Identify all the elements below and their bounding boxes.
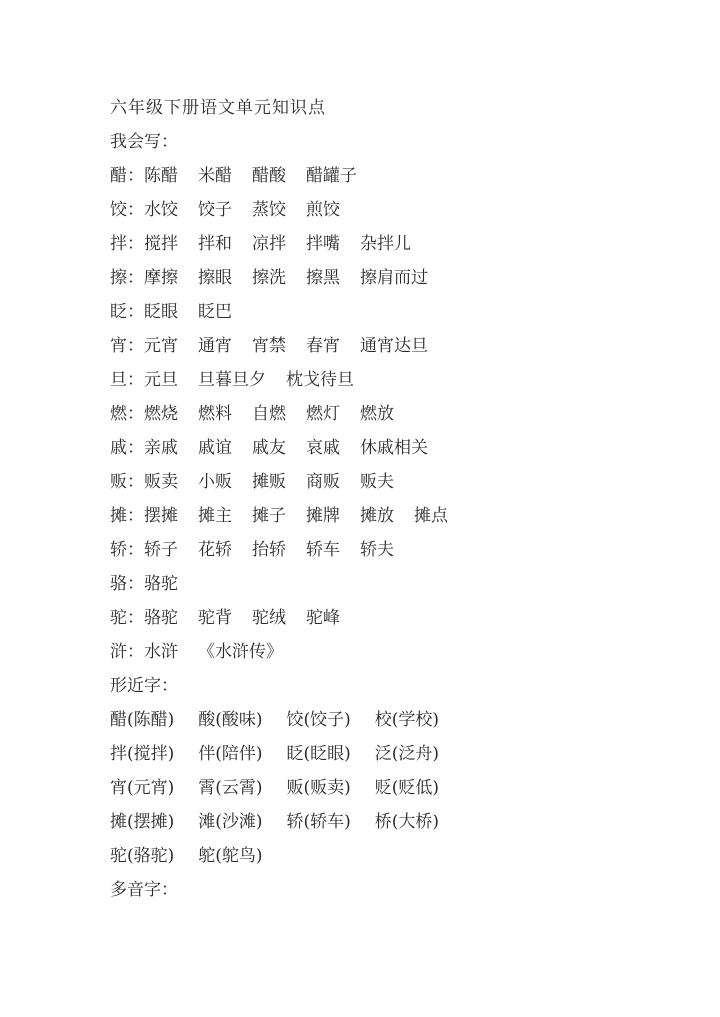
vocab-word: 醋酸 [252, 166, 286, 186]
vocab-row [110, 333, 670, 367]
vocab-word: 摊牌 [306, 506, 340, 526]
vocab-word: 摊点 [414, 506, 448, 526]
similar-item: 酸(酸味) [198, 710, 263, 730]
vocab-row [110, 605, 670, 639]
vocab-word: 驼峰 [306, 608, 340, 628]
vocab-word: 眨巴 [198, 302, 232, 322]
vocab-words [144, 163, 357, 189]
vocab-word: 骆驼 [144, 574, 178, 594]
similar-item: 轿(轿车) [286, 812, 351, 832]
similar-row [110, 775, 670, 809]
vocab-word: 拌嘴 [306, 234, 340, 254]
vocab-word: 贩卖 [144, 472, 178, 492]
vocab-word: 水浒 [144, 642, 178, 662]
vocab-word: 燃灯 [306, 404, 340, 424]
vocab-character: 宵： [110, 336, 144, 356]
vocab-word: 枕戈待旦 [286, 370, 354, 390]
vocabulary-list [110, 163, 670, 673]
vocab-character: 旦： [110, 370, 144, 390]
vocab-word: 擦眼 [198, 268, 232, 288]
similar-row [110, 707, 670, 741]
vocab-words [144, 401, 394, 427]
vocab-character: 骆： [110, 574, 144, 594]
vocab-word: 杂拌儿 [360, 234, 411, 254]
vocab-word: 戚友 [252, 438, 286, 458]
vocab-word: 贩夫 [360, 472, 394, 492]
vocab-word: 蒸饺 [252, 200, 286, 220]
similar-item: 泛(泛舟) [374, 744, 440, 764]
vocab-word: 休戚相关 [360, 438, 428, 458]
vocab-character: 轿： [110, 540, 144, 560]
vocab-character: 饺： [110, 200, 144, 220]
vocab-character: 眨： [110, 302, 144, 322]
vocab-word: 驼背 [198, 608, 232, 628]
vocab-character: 驼： [110, 608, 144, 628]
vocab-word: 摩擦 [144, 268, 178, 288]
vocab-row [110, 503, 670, 537]
vocab-words [144, 571, 178, 597]
similar-item: 滩(沙滩) [198, 812, 263, 832]
vocab-words [144, 197, 340, 223]
vocab-words [144, 503, 448, 529]
vocab-word: 饺子 [198, 200, 232, 220]
vocab-character: 摊： [110, 506, 144, 526]
vocab-character: 拌： [110, 234, 144, 254]
vocab-word: 宵禁 [252, 336, 286, 356]
vocab-character: 贩： [110, 472, 144, 492]
vocab-word: 搅拌 [144, 234, 178, 254]
vocab-row [110, 537, 670, 571]
vocab-row [110, 197, 670, 231]
document-page [110, 95, 670, 911]
vocab-word: 拌和 [198, 234, 232, 254]
vocab-word: 眨眼 [144, 302, 178, 322]
vocab-word: 商贩 [306, 472, 340, 492]
similar-item: 醋(陈醋) [110, 710, 175, 730]
vocab-word: 陈醋 [144, 166, 178, 186]
vocab-word: 轿子 [144, 540, 178, 560]
vocab-word: 摆摊 [144, 506, 178, 526]
similar-item: 校(学校) [374, 710, 440, 730]
vocab-word: 轿夫 [360, 540, 394, 560]
similar-item: 拌(搅拌) [110, 744, 175, 764]
similar-row [110, 843, 670, 877]
vocab-word: 小贩 [198, 472, 232, 492]
vocab-word: 旦暮旦夕 [198, 370, 266, 390]
vocab-word: 米醋 [198, 166, 232, 186]
vocab-words [144, 537, 394, 563]
vocab-character: 醋： [110, 166, 144, 186]
similar-item: 眨(眨眼) [286, 744, 351, 764]
vocab-row [110, 367, 670, 401]
similar-characters-list [110, 707, 670, 877]
vocab-word: 醋罐子 [306, 166, 357, 186]
vocab-word: 骆驼 [144, 608, 178, 628]
similar-row [110, 741, 670, 775]
vocab-words [144, 367, 354, 393]
similar-item: 贬(贬低) [374, 778, 440, 798]
vocab-words [144, 333, 428, 359]
similar-item: 霄(云霄) [198, 778, 263, 798]
vocab-character: 戚： [110, 438, 144, 458]
section-heading-write: 我会写： [110, 132, 178, 152]
vocab-words [144, 231, 411, 257]
vocab-row [110, 265, 670, 299]
similar-item: 桥(大桥) [374, 812, 440, 832]
vocab-word: 燃料 [198, 404, 232, 424]
vocab-character: 燃： [110, 404, 144, 424]
vocab-word: 煎饺 [306, 200, 340, 220]
vocab-word: 亲戚 [144, 438, 178, 458]
vocab-words [144, 605, 340, 631]
similar-item: 宵(元宵) [110, 778, 175, 798]
vocab-word: 花轿 [198, 540, 232, 560]
vocab-word: 戚谊 [198, 438, 232, 458]
vocab-words [144, 435, 428, 461]
similar-item: 贩(贩卖) [286, 778, 351, 798]
vocab-word: 擦洗 [252, 268, 286, 288]
vocab-word: 凉拌 [252, 234, 286, 254]
similar-item: 饺(饺子) [286, 710, 351, 730]
vocab-words [144, 469, 394, 495]
vocab-word: 《水浒传》 [198, 642, 283, 662]
vocab-word: 哀戚 [306, 438, 340, 458]
vocab-word: 摊子 [252, 506, 286, 526]
vocab-word: 摊放 [360, 506, 394, 526]
section-heading-similar: 形近字： [110, 676, 178, 696]
similar-item: 鸵(鸵鸟) [198, 846, 263, 866]
vocab-character: 擦： [110, 268, 144, 288]
similar-item: 伴(陪伴) [198, 744, 263, 764]
similar-item: 驼(骆驼) [110, 846, 175, 866]
vocab-row [110, 469, 670, 503]
vocab-word: 摊主 [198, 506, 232, 526]
vocab-row [110, 401, 670, 435]
vocab-row [110, 435, 670, 469]
vocab-word: 通宵达旦 [360, 336, 428, 356]
vocab-row [110, 639, 670, 673]
section-heading-polyphone: 多音字： [110, 880, 178, 900]
vocab-word: 通宵 [198, 336, 232, 356]
vocab-word: 燃烧 [144, 404, 178, 424]
vocab-word: 燃放 [360, 404, 394, 424]
vocab-word: 抬轿 [252, 540, 286, 560]
vocab-word: 轿车 [306, 540, 340, 560]
vocab-words [144, 265, 428, 291]
vocab-words [144, 639, 283, 665]
vocab-word: 擦黑 [306, 268, 340, 288]
vocab-word: 擦肩而过 [360, 268, 428, 288]
vocab-words [144, 299, 232, 325]
vocab-row [110, 299, 670, 333]
similar-item: 摊(摆摊) [110, 812, 175, 832]
document-title: 六年级下册语文单元知识点 [110, 98, 326, 118]
vocab-word: 元宵 [144, 336, 178, 356]
vocab-character: 浒： [110, 642, 144, 662]
vocab-word: 自燃 [252, 404, 286, 424]
vocab-word: 驼绒 [252, 608, 286, 628]
similar-row [110, 809, 670, 843]
vocab-word: 水饺 [144, 200, 178, 220]
vocab-word: 元旦 [144, 370, 178, 390]
vocab-word: 摊贩 [252, 472, 286, 492]
vocab-word: 春宵 [306, 336, 340, 356]
vocab-row [110, 571, 670, 605]
vocab-row [110, 163, 670, 197]
vocab-row [110, 231, 670, 265]
